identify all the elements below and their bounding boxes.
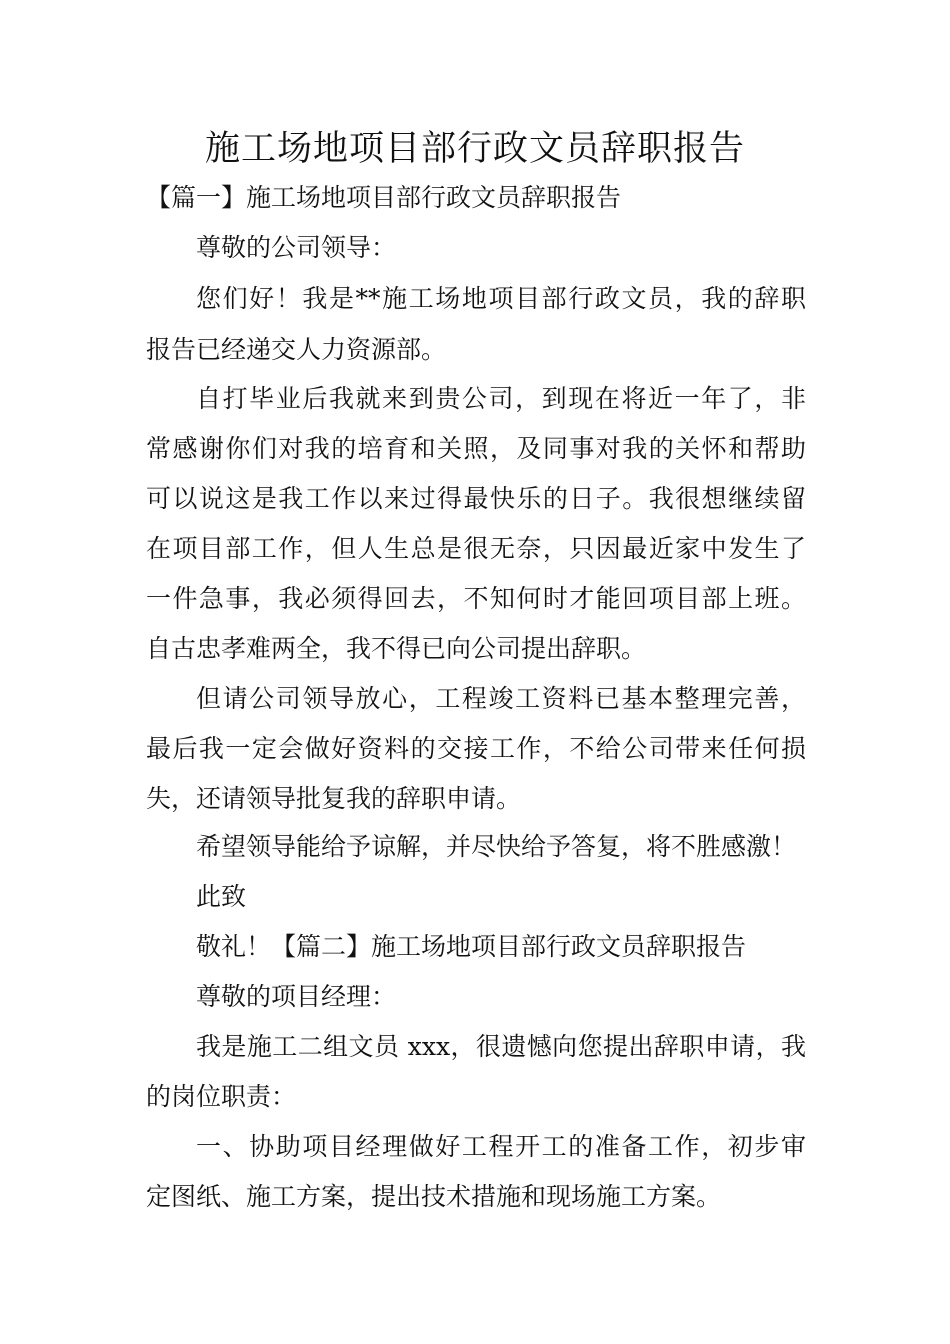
paragraph-line: 的岗位职责： bbox=[146, 1082, 297, 1111]
paragraph-line: 失，还请领导批复我的辞职申请。 bbox=[146, 784, 522, 813]
paragraph-line: 我是施工二组文员 xxx，很遗憾向您提出辞职申请，我 bbox=[196, 1032, 806, 1061]
section-heading-part-two: 敬礼！【篇二】施工场地项目部行政文员辞职报告 bbox=[196, 932, 747, 961]
paragraph-line: 一、协助项目经理做好工程开工的准备工作，初步审 bbox=[196, 1132, 806, 1161]
paragraph-line: 定图纸、施工方案，提出技术措施和现场施工方案。 bbox=[146, 1182, 722, 1211]
paragraph-line: 一件急事，我必须得回去，不知何时才能回项目部上班。 bbox=[146, 584, 806, 613]
paragraph-line: 自古忠孝难两全，我不得已向公司提出辞职。 bbox=[146, 634, 647, 663]
closing-line: 此致 bbox=[196, 882, 247, 911]
document-title: 施工场地项目部行政文员辞职报告 bbox=[204, 129, 745, 169]
paragraph-line: 但请公司领导放心，工程竣工资料已基本整理完善， bbox=[196, 684, 806, 713]
paragraph-line: 最后我一定会做好资料的交接工作，不给公司带来任何损 bbox=[146, 734, 806, 763]
salutation-line: 尊敬的项目经理： bbox=[196, 982, 397, 1011]
section-heading-part-one: 【篇一】施工场地项目部行政文员辞职报告 bbox=[146, 183, 622, 212]
salutation-line: 尊敬的公司领导： bbox=[196, 233, 397, 262]
paragraph-line: 自打毕业后我就来到贵公司，到现在将近一年了，非 bbox=[196, 384, 806, 413]
paragraph-line: 希望领导能给予谅解，并尽快给予答复，将不胜感激！ bbox=[196, 832, 797, 861]
paragraph-line: 您们好！我是**施工场地项目部行政文员，我的辞职 bbox=[196, 284, 806, 313]
paragraph-line: 在项目部工作，但人生总是很无奈，只因最近家中发生了 bbox=[146, 534, 806, 563]
paragraph-line: 常感谢你们对我的培育和关照，及同事对我的关怀和帮助 bbox=[146, 434, 806, 463]
paragraph-line: 可以说这是我工作以来过得最快乐的日子。我很想继续留 bbox=[146, 484, 806, 513]
paragraph-line: 报告已经递交人力资源部。 bbox=[146, 335, 447, 364]
